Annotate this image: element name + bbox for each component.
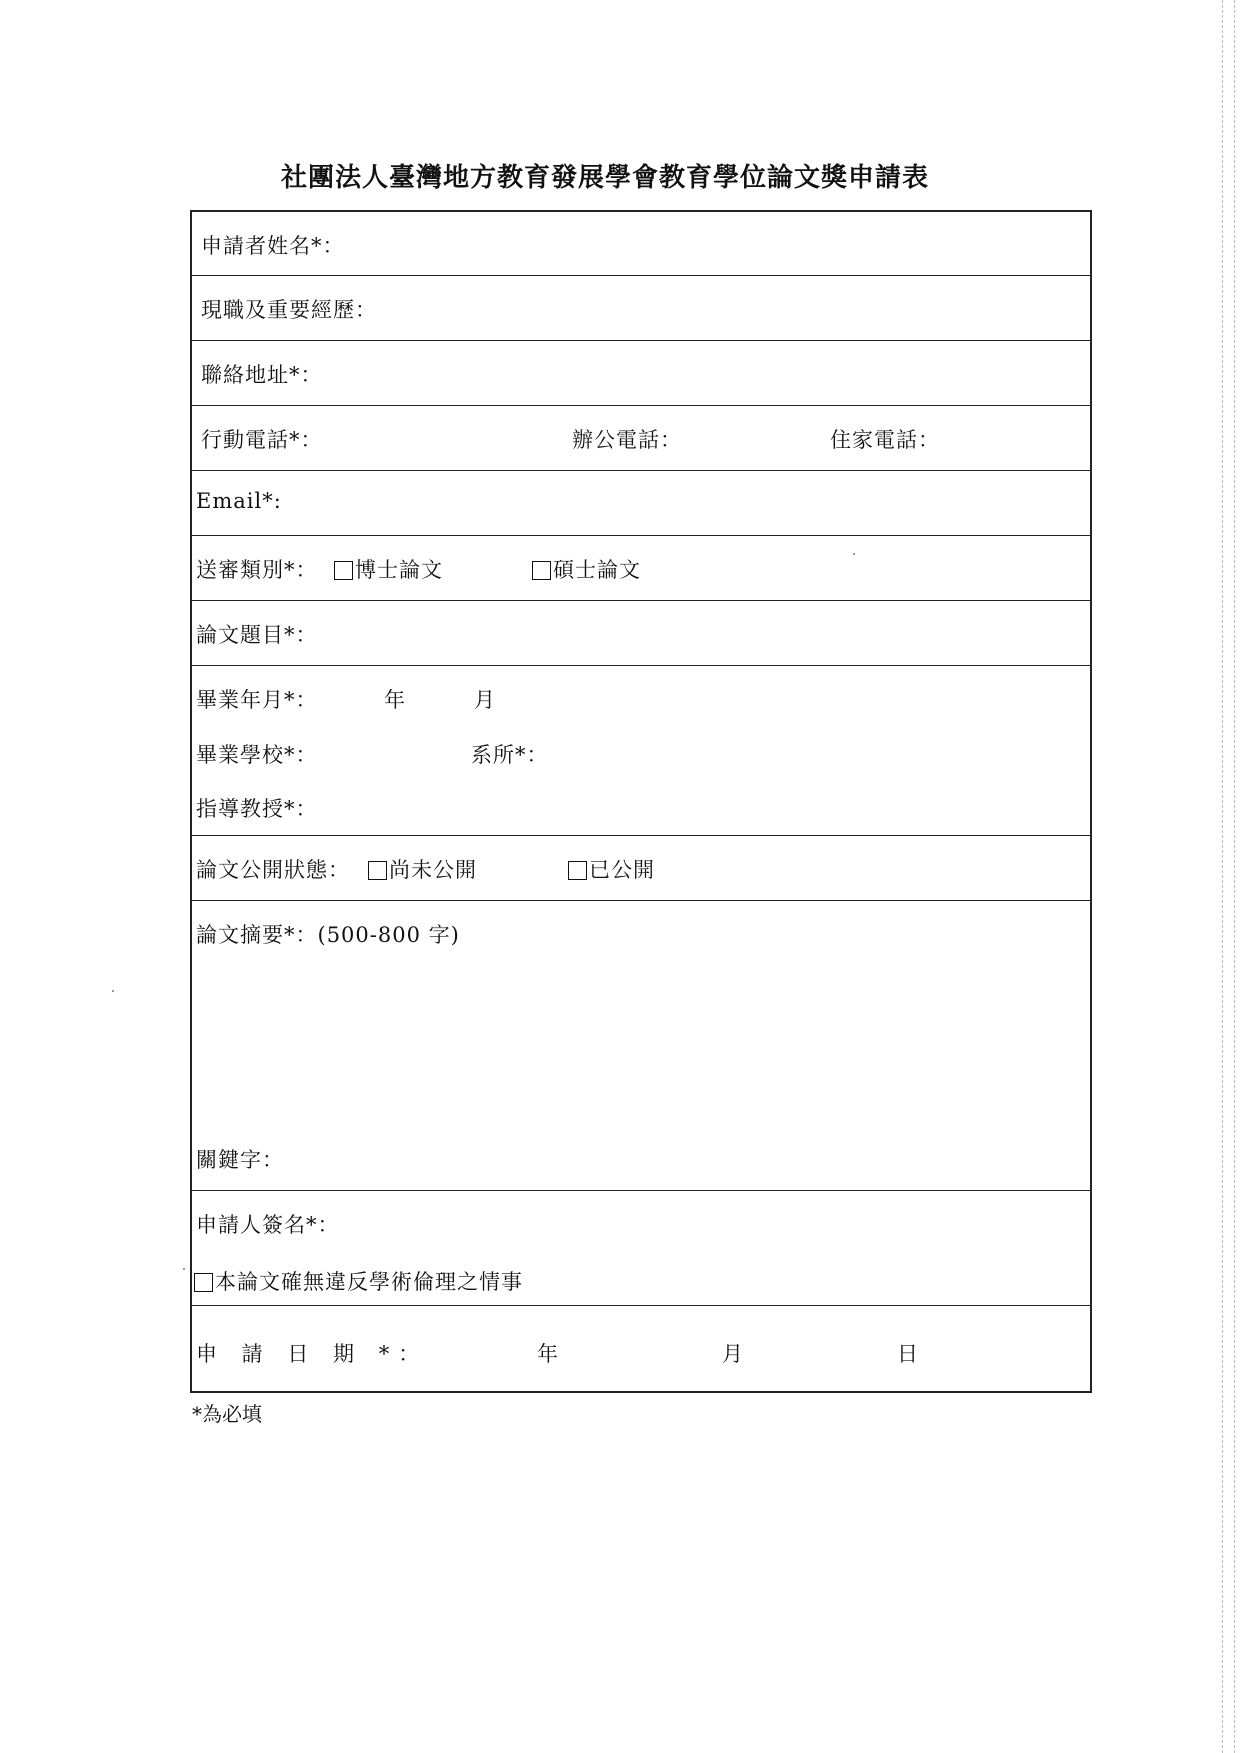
master-checkbox[interactable]: [532, 561, 551, 580]
scan-speck: [112, 990, 114, 992]
apply-date-label: 申 請 日 期 *：: [196, 1342, 429, 1366]
category-option-master[interactable]: [532, 554, 641, 584]
row-email: [192, 471, 1090, 536]
row-category: [192, 536, 1090, 601]
graduation-month-unit: 月: [474, 688, 496, 712]
row-graduation: [192, 666, 1090, 836]
ethics-checkbox[interactable]: [194, 1273, 213, 1292]
signature-label: 申請人簽名*：: [196, 1213, 340, 1237]
application-form: [190, 210, 1092, 1393]
row-apply-date: [192, 1306, 1090, 1393]
graduation-year-unit: 年: [384, 688, 406, 712]
doctoral-checkbox[interactable]: [334, 561, 353, 580]
ethics-statement[interactable]: [194, 1266, 523, 1296]
advisor-label: 指導教授*：: [196, 797, 318, 821]
scan-edge-line: [1234, 0, 1235, 1753]
abstract-label: 論文摘要*：(500-800 字): [196, 923, 460, 947]
address-label: 聯絡地址*：: [201, 363, 323, 387]
form-title: 社團法人臺灣地方教育發展學會教育學位論文獎申請表: [280, 163, 929, 193]
thesis-title-label: 論文題目*：: [196, 623, 318, 647]
master-label: 碩士論文: [553, 558, 641, 582]
category-label: 送審類別*：: [196, 558, 318, 582]
unpublished-checkbox[interactable]: [368, 861, 387, 880]
publication-option-published[interactable]: [568, 854, 655, 884]
row-abstract: [192, 901, 1090, 1191]
graduation-date-label: 畢業年月*：: [196, 688, 318, 712]
apply-year-unit: 年: [537, 1342, 559, 1366]
school-label: 畢業學校*：: [196, 743, 318, 767]
email-label: Email*:: [196, 489, 282, 513]
category-option-doctoral[interactable]: [334, 554, 443, 584]
required-footnote: *為必填: [192, 1402, 262, 1426]
row-phones: [192, 406, 1090, 471]
row-address: [192, 341, 1090, 406]
row-publication: [192, 836, 1090, 901]
row-name: [192, 212, 1090, 276]
doctoral-label: 博士論文: [355, 558, 443, 582]
published-label: 已公開: [589, 858, 655, 882]
published-checkbox[interactable]: [568, 861, 587, 880]
publication-option-unpublished[interactable]: [368, 854, 477, 884]
publication-label: 論文公開狀態：: [196, 858, 350, 882]
name-label: 申請者姓名*：: [201, 234, 345, 258]
row-thesis-title: [192, 601, 1090, 666]
apply-month-unit: 月: [722, 1342, 744, 1366]
scan-edge-line: [1222, 0, 1223, 1753]
position-label: 現職及重要經歷：: [201, 298, 377, 322]
scan-speck: [183, 1268, 185, 1270]
row-signature: [192, 1191, 1090, 1306]
home-phone-label: 住家電話：: [830, 428, 940, 452]
row-position: [192, 276, 1090, 341]
office-phone-label: 辦公電話：: [572, 428, 682, 452]
unpublished-label: 尚未公開: [389, 858, 477, 882]
ethics-label: 本論文確無違反學術倫理之情事: [215, 1270, 523, 1294]
mobile-label: 行動電話*：: [201, 428, 323, 452]
department-label: 系所*：: [471, 743, 549, 767]
keywords-label: 關鍵字：: [196, 1148, 284, 1172]
apply-day-unit: 日: [897, 1342, 919, 1366]
